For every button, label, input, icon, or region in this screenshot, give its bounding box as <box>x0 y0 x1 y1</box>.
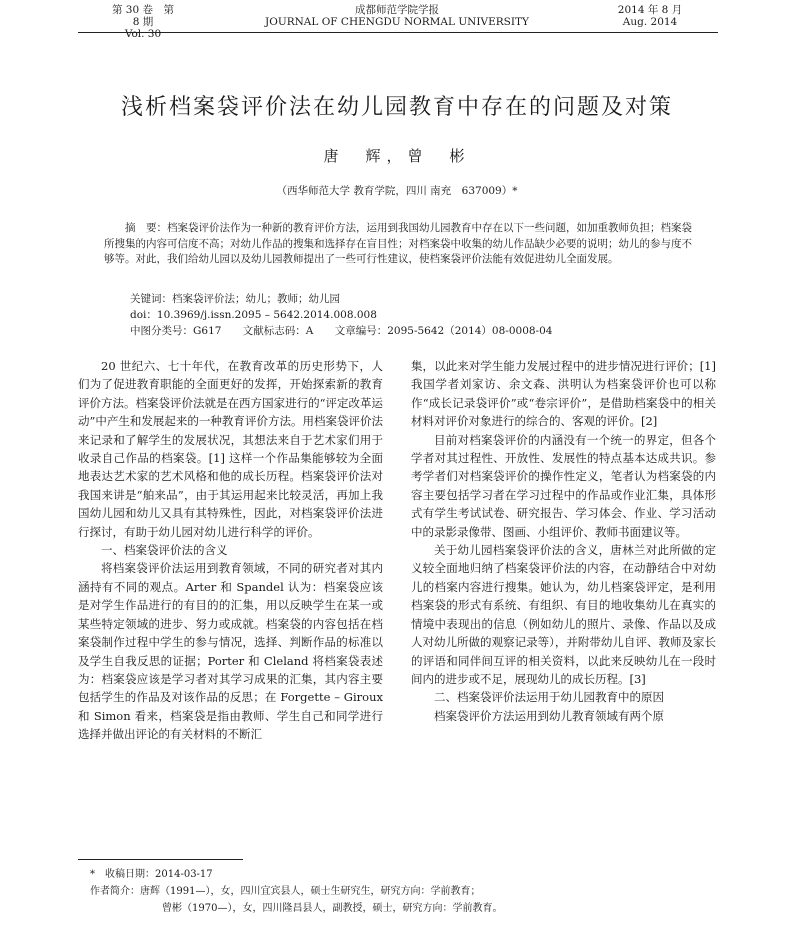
issue-date: 2014 年 8 月 Aug. 2014 <box>617 4 683 28</box>
article-number: 文章编号：2095-5642（2014）08-0008-04 <box>334 325 553 337</box>
classification-line <box>130 324 690 339</box>
paragraph: 将档案袋评价法运用到教育领域，不同的研究者对其内涵持有不同的观点。Arter 和 Spandel 认为：档案袋应该是对学生作品进行的有目的的汇集，用以反映学生在某一或某些特定领域的进步、努力或成就。档案袋的内容包括在档案袋制作过程中学生的参与情况，选择、判断作品的标准以及学生自我反思的证据；Porter 和 Cleland 将档案袋表述为：档案袋应该是学习者对其学习成果的汇集，其内容主要包括学生的作品及对该作品的反思；在 Forgette – Giroux 和 Simon 看来，档案袋是指由教师、学生自己和同学进行选择并做出评论的有关材料的不断汇 <box>78 561 383 742</box>
body-column-right <box>411 357 716 725</box>
footnotes <box>90 866 710 917</box>
paragraph: 档案袋评价方法运用到幼儿教育领域有两个原 <box>434 708 664 723</box>
footnote-rule <box>78 859 243 860</box>
clc-number: 中图分类号：G617 <box>130 325 222 337</box>
header-rule <box>78 32 718 33</box>
article-title: 浅析档案袋评价法在幼儿园教育中存在的问题及对策 <box>120 95 673 120</box>
author-affiliation: （西华师范大学 教育学院，四川 南充 637009）* <box>276 185 518 197</box>
abstract-text: 摘 要：档案袋评价法作为一种新的教育评价方法，运用到我国幼儿园教育中存在以下一些问题，如加重教师负担；档案袋所搜集的内容可信度不高；对幼儿作品的搜集和选择存在盲目性；对档案袋中收集的幼儿作品缺少必要的说明；幼儿的参与度不够等。对此，我们给幼儿园以及幼儿园教师提出了一些可行性建议，使档案袋评价法能有效促进幼儿全面发展。 <box>104 222 692 265</box>
author-bio-2: 曾彬（1970—），女，四川隆昌县人，副教授，硕士，研究方向：学前教育。 <box>162 903 503 914</box>
abstract <box>104 221 692 268</box>
paragraph: 关于幼儿园档案袋评价法的含义，唐林兰对此所做的定义较全面地归纳了档案袋评价法的内容，在动静结合中对幼儿的档案内容进行搜集。她认为，幼儿档案袋评定，是利用档案袋的形式有系统、有组织、有目的地收集幼儿在真实的情境中表现出的信息（例如幼儿的照片、录像、作品以及成人对幼儿所做的观察记录等），并附带幼儿自评、教师及家长的评语和同伴间互评的相关资料，以此来反映幼儿在一段时间内的进步或不足，展现幼儿的成长历程。[3] <box>411 543 716 686</box>
section-heading: 二、档案袋评价法运用于幼儿园教育中的原因 <box>434 690 664 705</box>
keywords: 关键词：档案袋评价法；幼儿；教师；幼儿园 <box>130 293 340 305</box>
paragraph: 目前对档案袋评价的内涵没有一个统一的界定，但各个学者对其过程性、开放性、发展性的特点基本达成共识。参考学者们对档案袋评价的操作性定义，笔者认为档案袋的内容主要包括学习者在学习过程中的作品或作业汇集，具体形式有学生考试试卷、研究报告、学习体会、作业、学习活动中的录影录像带、图画、小组评价、教师书面建议等。 <box>411 432 716 539</box>
journal-name: 成都师范学院学报 JOURNAL OF CHENGDU NORMAL UNIVERSITY <box>265 4 529 28</box>
section-heading: 一、档案袋评价法的含义 <box>101 543 228 558</box>
running-header <box>0 4 794 40</box>
article-authors: 唐 辉，曾 彬 <box>323 147 471 165</box>
author-bio-1: 作者简介：唐辉（1991—），女，四川宜宾县人，硕士生研究生，研究方向：学前教育； <box>90 886 481 897</box>
paragraph: 集，以此来对学生能力发展过程中的进步情况进行评价；[1] 我国学者刘家访、余文森、洪明认为档案袋评价也可以称作“成长记录袋评价”或“卷宗评价”，是借助档案袋中的相关材料对评价对象进行的综合的、客观的评价。[2] <box>411 359 716 429</box>
volume-info: 第 30 卷 第 8 期 Vol. 30 <box>111 4 175 40</box>
document-code: 文献标志码：A <box>242 325 314 337</box>
paragraph: 20 世纪六、七十年代，在教育改革的历史形势下，人们为了促进教育职能的全面更好的发挥，开始探索新的教育评价方法。档案袋评价法就是在西方国家进行的“评定改革运动”中产生和发展起来的一种教育评价方法。用档案袋评价法来记录和了解学生的发展状况，其想法来自于艺术家们用于收录自己作品的档案袋。[1] 这样一个作品集能够较为全面地表达艺术家的艺术风格和他的成长历程。档案袋评价法对我国来讲是“舶来品”，由于其运用起来比较灵活，再加上我国幼儿园和幼儿又具有其特殊性，因此，对档案袋评价法进行探讨，有助于幼儿园对幼儿进行科学的评价。 <box>78 359 383 539</box>
body-column-left <box>78 357 383 744</box>
doi: doi：10.3969/j.issn.2095 – 5642.2014.008.008 <box>130 309 377 321</box>
received-date: * 收稿日期：2014-03-17 <box>90 869 213 880</box>
